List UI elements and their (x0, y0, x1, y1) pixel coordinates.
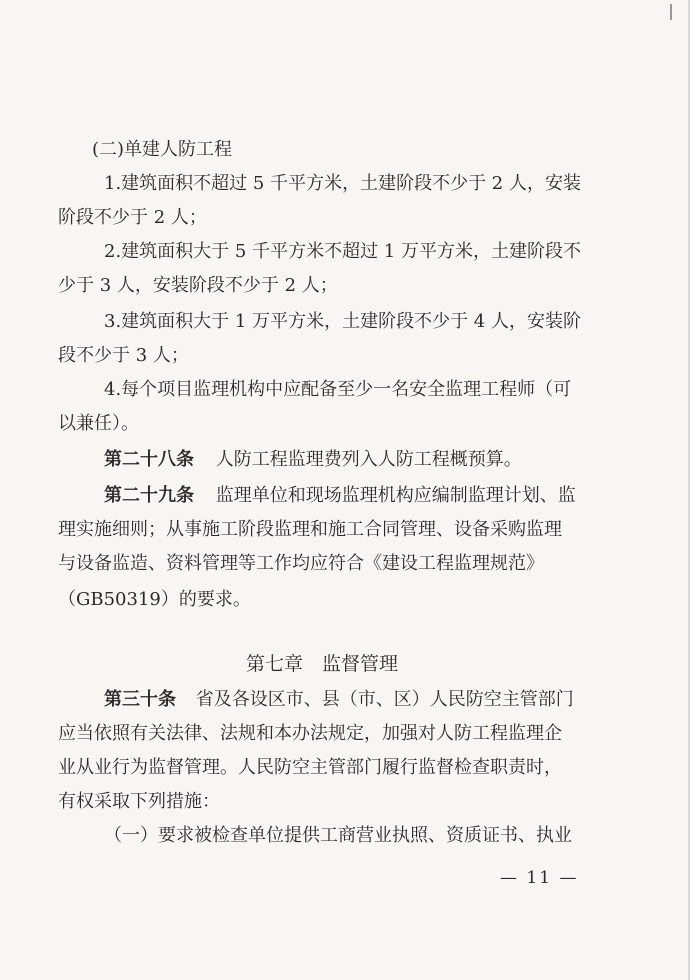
article-30 (104, 688, 574, 712)
article-29-line-4: （GB50319）的要求。 (58, 589, 251, 610)
article-29 (104, 484, 576, 508)
item-2-line-1: 2.建筑面积大于 5 千平方米不超过 1 万平方米，土建阶段不 (104, 241, 581, 262)
article-28 (104, 448, 522, 472)
item-3-line-2: 段不少于 3 人； (58, 345, 189, 366)
article-28-label: 第二十八条 (104, 449, 194, 470)
item-4-line-2: 以兼任）。 (58, 413, 139, 434)
section-heading-single-building: (二)单建人防工程 (92, 139, 233, 160)
item-1-line-2: 阶段不少于 2 人； (58, 207, 207, 228)
article-28-text: 人防工程监理费列入人防工程概预算。 (215, 449, 522, 470)
chapter-heading: 第七章 监督管理 (246, 653, 399, 675)
item-2-line-2: 少于 3 人，安装阶段不少于 2 人； (58, 275, 338, 296)
measure-1-line-1: （一）要求被检查单位提供工商营业执照、资质证书、执业 (104, 825, 572, 846)
page-number: — 11 — (500, 868, 579, 888)
edge-mark (670, 4, 672, 20)
article-29-line-3: 与设备监造、资料管理等工作均应符合《建设工程监理规范》 (58, 553, 544, 574)
item-3-line-1: 3.建筑面积大于 1 万平方米，土建阶段不少于 4 人，安装阶 (104, 311, 581, 332)
article-30-line-4: 有权采取下列措施： (58, 791, 220, 812)
item-1-line-1: 1.建筑面积不超过 5 千平方米，土建阶段不少于 2 人，安装 (104, 173, 581, 194)
article-29-line-2: 理实施细则；从事施工阶段监理和施工合同管理、设备采购监理 (58, 519, 562, 540)
article-30-label: 第三十条 (104, 689, 176, 710)
article-30-line-2: 应当依照有关法律、法规和本办法规定，加强对人防工程监理企 (58, 723, 562, 744)
article-30-text: 省及各设区市、县（市、区）人民防空主管部门 (195, 689, 574, 710)
item-4-line-1: 4.每个项目监理机构中应配备至少一名安全监理工程师（可 (104, 379, 572, 400)
article-29-text: 监理单位和现场监理机构应编制监理计划、监 (215, 485, 576, 506)
article-30-line-3: 业从业行为监督管理。人民防空主管部门履行监督检查职责时， (58, 757, 562, 778)
article-29-label: 第二十九条 (104, 485, 194, 506)
